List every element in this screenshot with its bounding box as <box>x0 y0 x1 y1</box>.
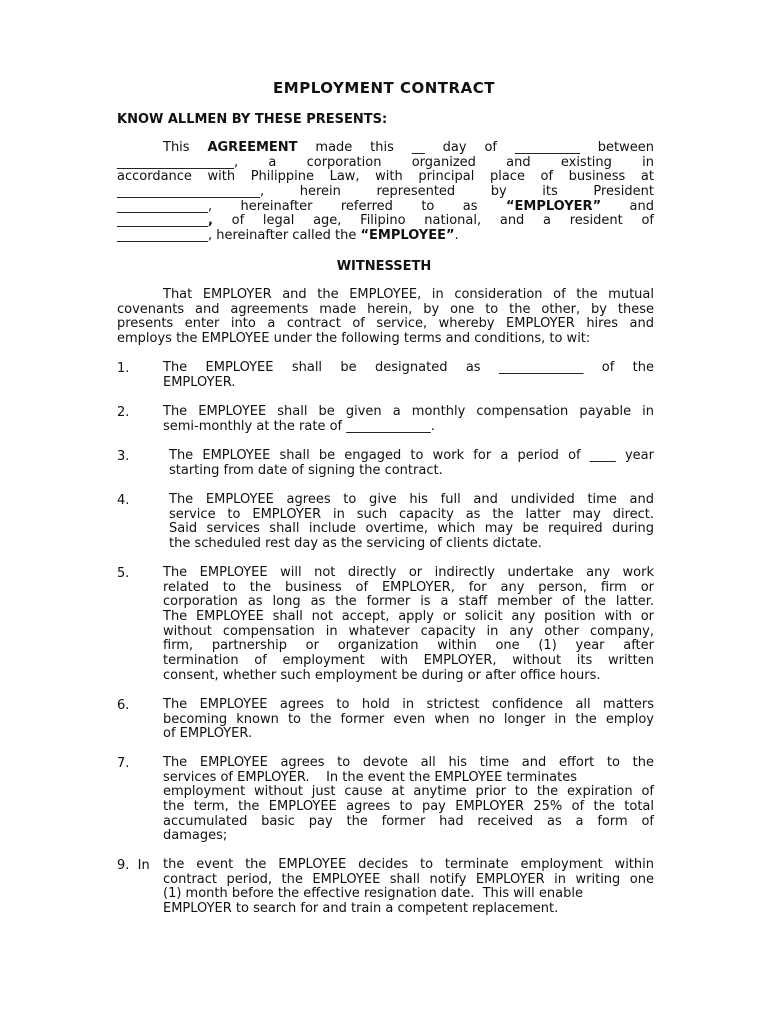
clause-line: The EMPLOYEE shall not accept, apply or solicit any position with or <box>163 609 654 625</box>
clause-number: 6. <box>117 698 130 713</box>
clause-line: termination of employment with EMPLOYER, without its written <box>163 653 654 669</box>
clause-line: services of EMPLOYER. In the event the EMPLOYEE terminates <box>163 769 578 785</box>
clause-number: 2. <box>117 405 130 420</box>
clause-line: accumulated basic pay the former had received as a form of <box>163 813 654 829</box>
clause-line: EMPLOYER to search for and train a competent replacement. <box>163 901 559 917</box>
intro-paragraph <box>117 288 654 347</box>
witnesseth-heading: WITNESSETH <box>336 259 432 274</box>
opening-heading: KNOW ALLMEN BY THESE PRESENTS: <box>117 112 388 127</box>
clause-line: corporation as long as the former is a staff member of the latter. <box>163 594 654 610</box>
clause-line: The EMPLOYEE shall be given a monthly compensation payable in <box>163 404 654 419</box>
clause-line: related to the business of EMPLOYER, for any person, firm or <box>163 579 654 595</box>
preamble-line: This AGREEMENT made this __ day of __________ between <box>163 140 654 155</box>
preamble-line: ______________________, herein represented by its President <box>117 184 654 200</box>
clause-line: firm, partnership or organization within one (1) year after <box>163 638 654 654</box>
clause-number: 1. <box>117 361 130 376</box>
clause-line: the scheduled rest day as the servicing of clients dictate. <box>169 536 542 552</box>
clause-line: consent, whether such employment be during or after office hours. <box>163 667 601 683</box>
document-title: EMPLOYMENT CONTRACT <box>273 79 495 97</box>
intro-line: covenants and agreements made herein, by one to the other, by these <box>117 301 654 317</box>
clause-line: the term, the EMPLOYEE agrees to pay EMPLOYER 25% of the total <box>163 799 654 815</box>
clause-line: the event the EMPLOYEE decides to terminate employment within <box>163 857 654 872</box>
clause-number: 5. <box>117 566 130 581</box>
clause-line: The EMPLOYEE agrees to give his full and undivided time and <box>169 492 654 507</box>
intro-line: employs the EMPLOYEE under the following terms and conditions, to wit: <box>117 331 591 347</box>
clause-number: 3. <box>117 449 130 464</box>
intro-line: presents enter into a contract of service, whereby EMPLOYER hires and <box>117 316 654 332</box>
clause-number: 9. In <box>117 858 150 873</box>
clause-line: without compensation in whatever capacity in any other company, <box>163 623 654 639</box>
clause-line: (1) month before the effective resignation date. This will enable <box>163 886 583 902</box>
clause-number: 7. <box>117 756 130 771</box>
clause-line: damages; <box>163 828 228 844</box>
clause-line: The EMPLOYEE agrees to hold in strictest confidence all matters <box>163 697 654 712</box>
preamble-line: __________________, a corporation organized and existing in <box>117 154 654 170</box>
clause-number: 4. <box>117 493 130 508</box>
clause-line: The EMPLOYEE agrees to devote all his time and effort to the <box>163 755 654 770</box>
clause-line: starting from date of signing the contract. <box>169 462 443 478</box>
clause-line: contract period, the EMPLOYEE shall notify EMPLOYER in writing one <box>163 871 654 887</box>
intro-line: That EMPLOYER and the EMPLOYEE, in consideration of the mutual <box>163 287 654 302</box>
preamble-line: ______________, hereinafter called the “EMPLOYEE”. <box>117 228 459 244</box>
preamble-line: accordance with Philippine Law, with principal place of business at <box>117 169 654 185</box>
clause-line: EMPLOYER. <box>163 374 236 390</box>
clause-line: The EMPLOYEE shall be designated as _____________ of the <box>163 360 654 375</box>
clause-line: semi-monthly at the rate of _____________. <box>163 418 435 434</box>
preamble-line: ______________, of legal age, Filipino national, and a resident of <box>117 213 654 229</box>
clause-line: The EMPLOYEE shall be engaged to work for a period of ____ year <box>169 448 654 463</box>
clause-line: employment without just cause at anytime prior to the expiration of <box>163 784 654 800</box>
clause-line: becoming known to the former even when no longer in the employ <box>163 711 654 727</box>
clause-line: Said services shall include overtime, which may be required during <box>169 521 654 537</box>
preamble-line: ______________, hereinafter referred to as “EMPLOYER” and <box>117 198 654 214</box>
clause-line: of EMPLOYER. <box>163 726 253 742</box>
clause-line: The EMPLOYEE will not directly or indirectly undertake any work <box>163 565 654 580</box>
clause-line: service to EMPLOYER in such capacity as the latter may direct. <box>169 506 654 522</box>
preamble-paragraph <box>117 141 654 244</box>
